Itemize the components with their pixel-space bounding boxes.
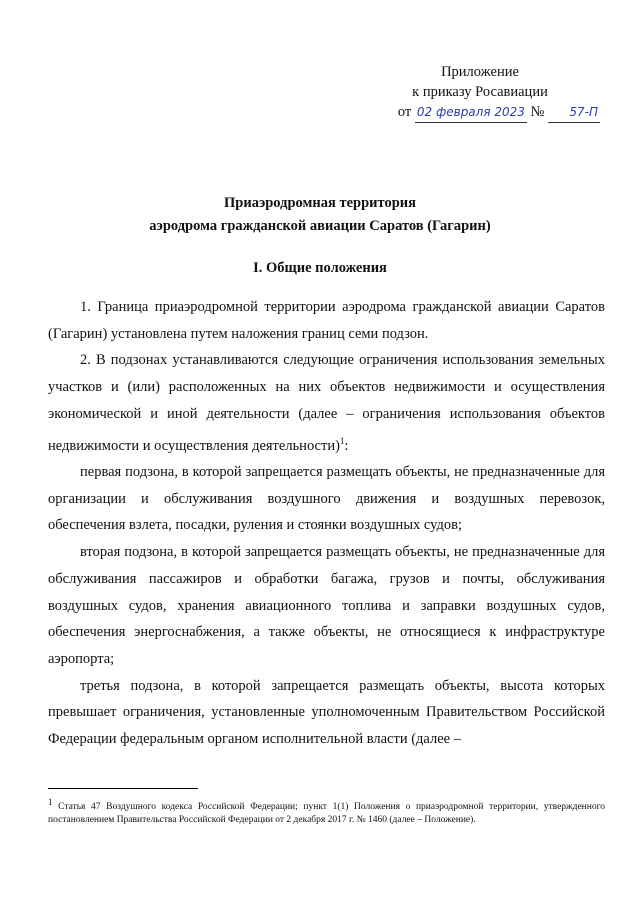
paragraph-subzone-2: вторая подзона, в которой запрещается размещать объекты, не предназначенные для обслуживания пассажиров и обработки багажа, грузов и почты, обслуживания воздушных судов, хранения авиационного топлива и заправки воздушных судов, обеспечения энергоснабжения, а также объекты, не относящиеся к инфраструктуре аэропорта;: [48, 544, 605, 667]
paragraph-subzone-3: третья подзона, в которой запрещается размещать объекты, высота которых превышает ограничения, установленные уполномоченным Правительством Российской Федерации федеральным органом исполнительной власти (далее –: [48, 677, 605, 748]
annex-block: [360, 62, 600, 123]
paragraph-subzone-1: первая подзона, в которой запрещается размещать объекты, не предназначенные для организации и обслуживания воздушного движения и воздушных перевозок, обеспечения взлета, посадки, руления и стоянки воздушных судов;: [48, 464, 605, 534]
handwritten-date: 02 февраля 2023: [415, 102, 527, 123]
footnote-marker: 1: [48, 797, 53, 807]
footnote-reference: 1: [339, 435, 345, 446]
footnote-separator: [48, 788, 198, 789]
document-title: [40, 192, 600, 238]
paragraph-2-end: :: [344, 437, 349, 454]
number-sign: №: [530, 104, 545, 120]
annex-title: Приложение: [441, 64, 519, 80]
title-line-1: Приаэродромная территория: [224, 195, 416, 211]
annex-from-prefix: от: [397, 104, 412, 120]
handwritten-number: 57-П: [548, 102, 600, 123]
paragraph-2-text: 2. В подзонах устанавливаются следующие ограничения использования земельных участков и (или) расположенных на них объектов недвижимости и осуществления экономической и иной деятельности (далее – ограничения использования объектов недвижимости и осуществления деятельности): [48, 352, 605, 454]
footnote: [48, 796, 605, 826]
annex-order-ref: к приказу Росавиации: [412, 84, 548, 100]
paragraph-2: [48, 347, 605, 459]
paragraph-1: 1. Граница приаэродромной территории аэродрома гражданской авиации Саратов (Гагарин) установлена путем наложения границ семи подзон.: [48, 299, 605, 342]
section-heading: I. Общие положения: [253, 260, 387, 276]
annex-date-line: [360, 102, 600, 123]
title-line-2: аэродрома гражданской авиации Саратов (Гагарин): [149, 218, 491, 234]
document-body: [48, 294, 605, 753]
footnote-text: Статья 47 Воздушного кодекса Российской Федерации; пункт 1(1) Положения о приаэродромной территории, утвержденного постановлением Правительства Российской Федерации от 2 декабря 2017 г. № 1460 (далее – Положение).: [48, 802, 605, 825]
